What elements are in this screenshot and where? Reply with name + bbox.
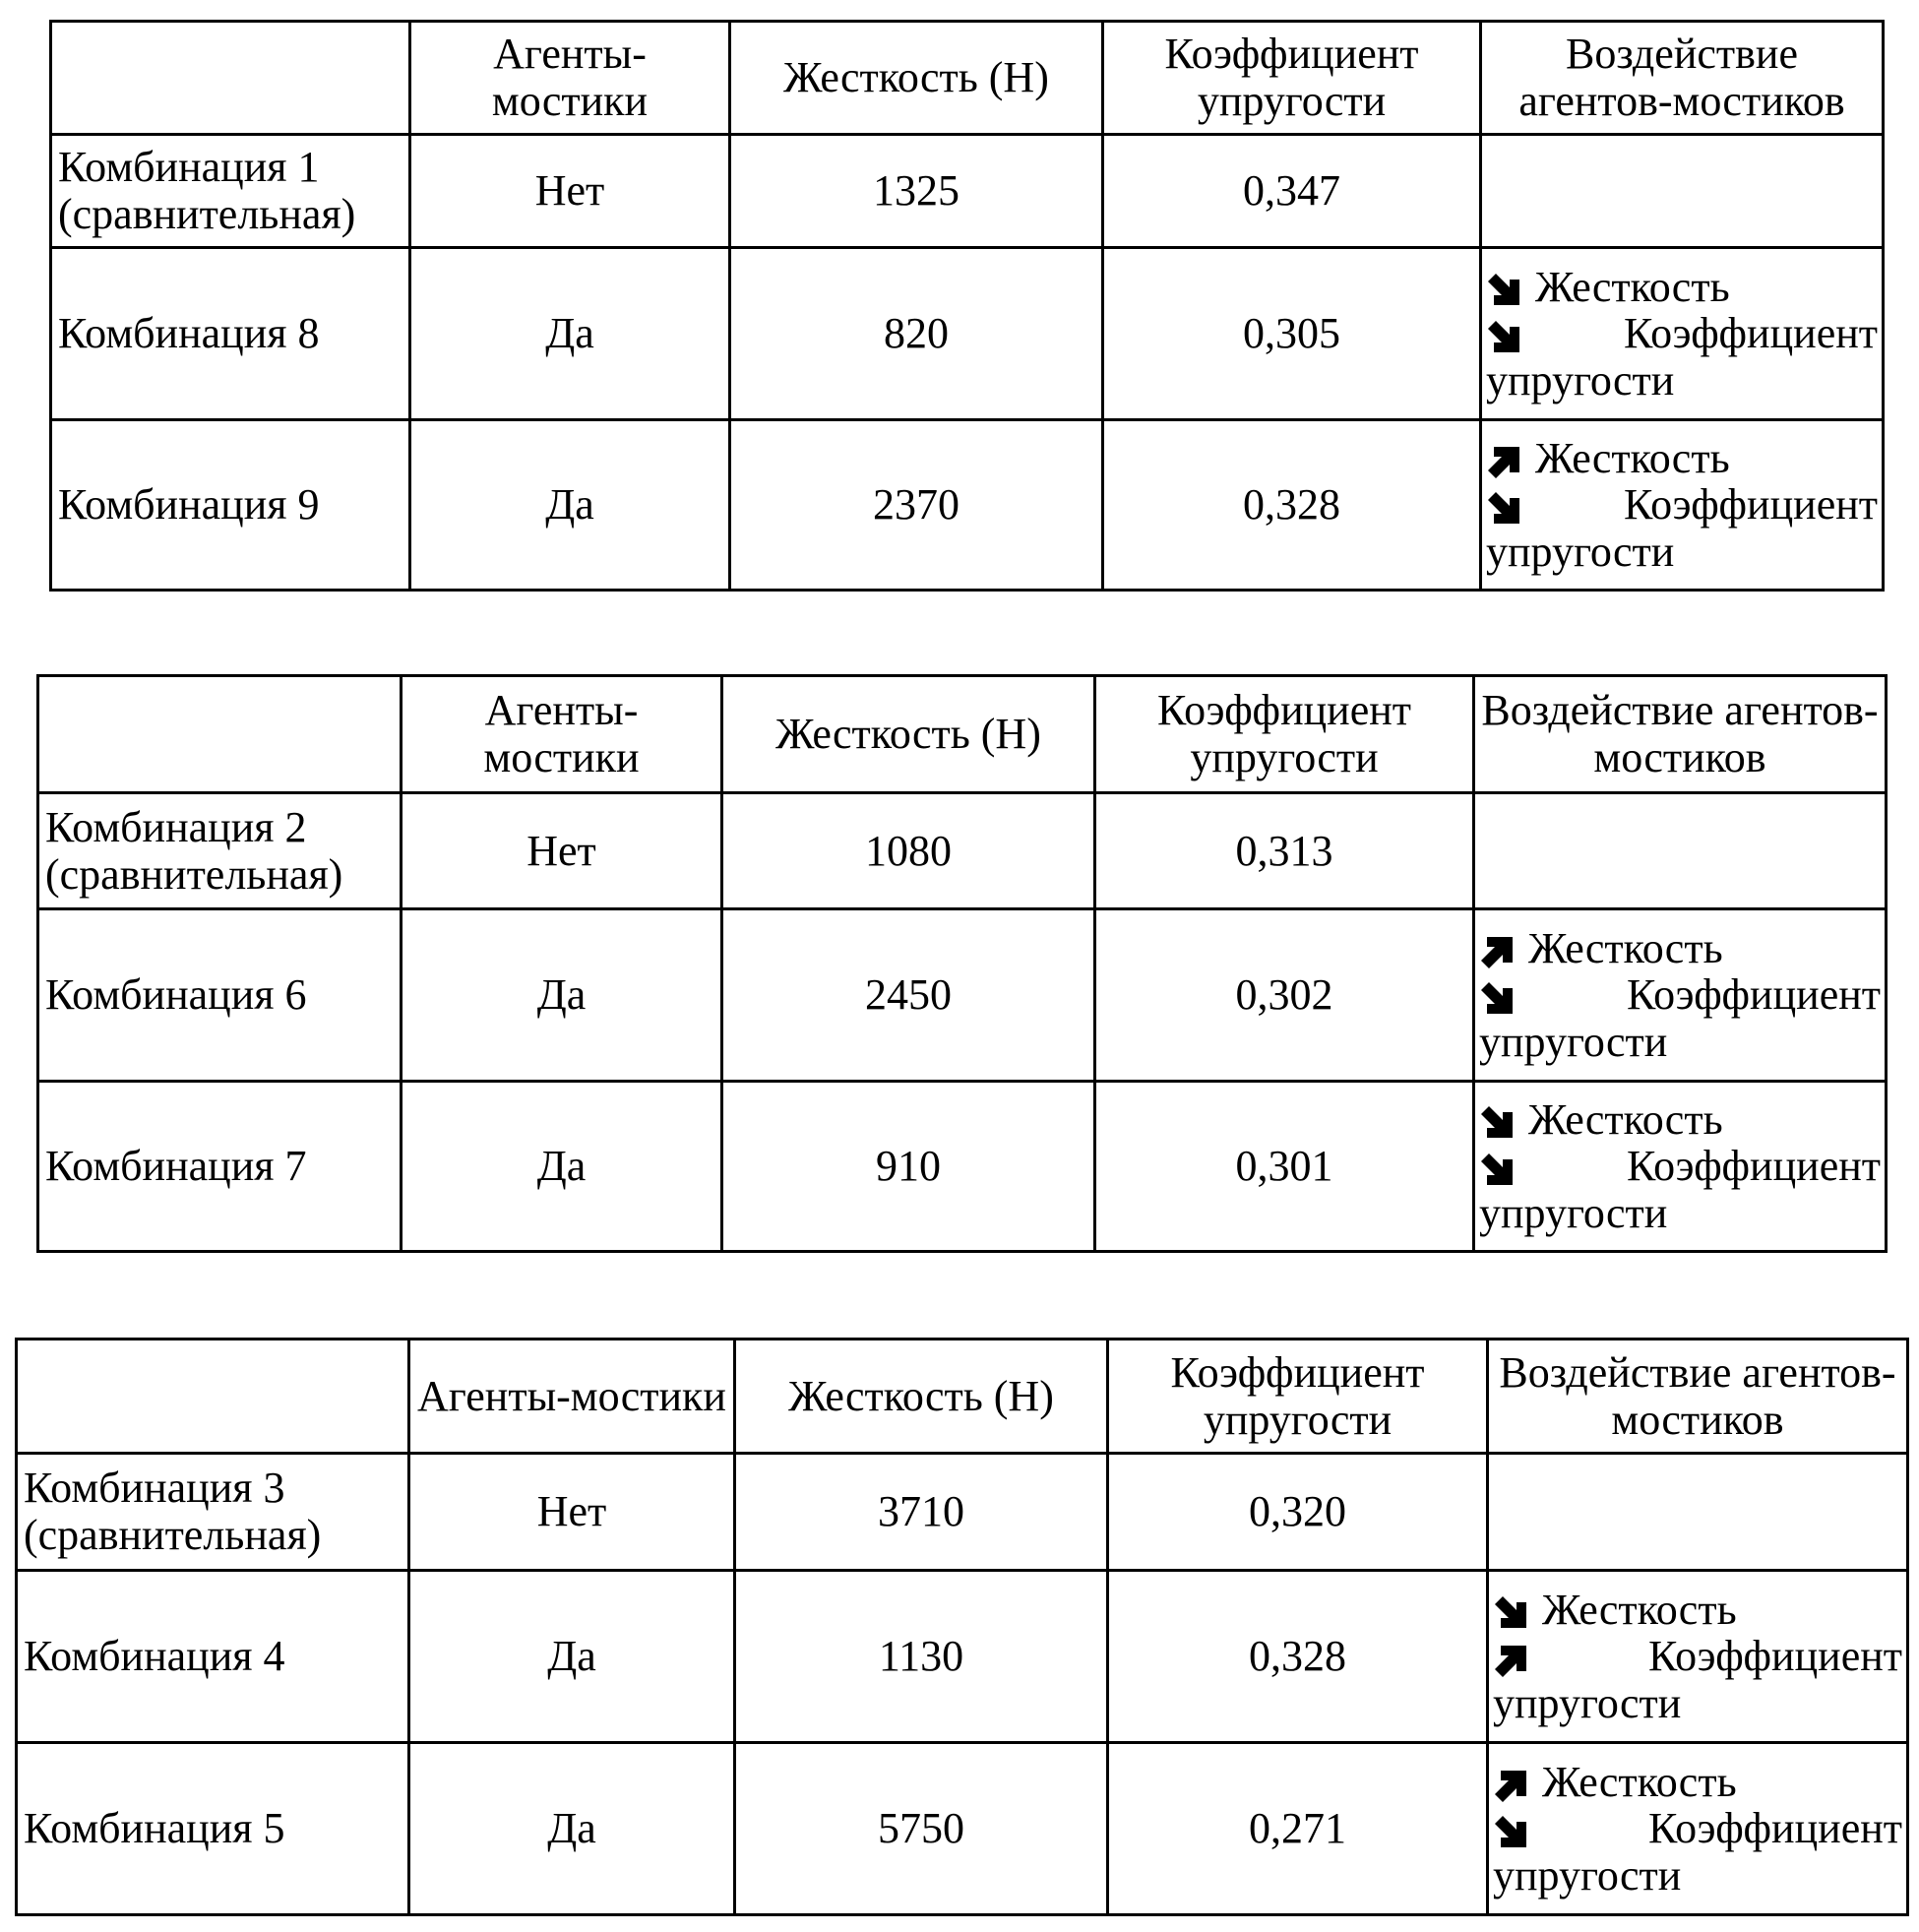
- effect-elasticity-label: Коэффициент: [1627, 971, 1881, 1019]
- effect-elasticity-label-2: упругости: [1486, 357, 1878, 405]
- effect-stiffness-label: Жесткость: [1535, 435, 1730, 482]
- effect-stiffness-label: Жесткость: [1542, 1759, 1737, 1806]
- elasticity-value: 0,347: [1103, 135, 1481, 248]
- combination-name: Комбинация 4: [17, 1571, 409, 1743]
- elasticity-value: 0,305: [1103, 248, 1481, 420]
- effect-cell: [1481, 248, 1884, 420]
- effect-stiffness: [1486, 435, 1878, 482]
- effect-elasticity: [1486, 310, 1878, 357]
- table-row: [17, 1571, 1908, 1743]
- header-stiffness: Жесткость (Н): [735, 1340, 1108, 1454]
- stiffness-value: 910: [722, 1082, 1095, 1252]
- header-effect: Воздействие агентов-мостиков: [1488, 1340, 1908, 1454]
- header-blank: [17, 1340, 409, 1454]
- stiffness-value: 820: [730, 248, 1103, 420]
- effect-cell: [1481, 420, 1884, 591]
- combination-name: Комбинация 3 (сравнительная): [17, 1454, 409, 1571]
- arrow-down-icon: [1493, 1812, 1530, 1845]
- effect-cell: [1488, 1743, 1908, 1915]
- results-table-2: [36, 674, 1888, 1253]
- results-table-1: [49, 20, 1885, 592]
- stiffness-value: 2450: [722, 909, 1095, 1082]
- table-row: [51, 420, 1884, 591]
- stiffness-value: 1080: [722, 793, 1095, 909]
- effect-elasticity-label: Коэффициент: [1624, 481, 1878, 529]
- effect-stiffness: [1479, 925, 1881, 972]
- header-agents: Агенты-мостики: [410, 22, 730, 135]
- effect-elasticity-label-2: упругости: [1486, 529, 1878, 576]
- stiffness-value: 3710: [735, 1454, 1108, 1571]
- header-row: [38, 676, 1887, 793]
- effect-cell: [1474, 1082, 1887, 1252]
- effect-elasticity: [1479, 971, 1881, 1019]
- effect-elasticity-label-2: упругости: [1479, 1190, 1881, 1237]
- effect-stiffness-label: Жесткость: [1535, 264, 1730, 311]
- agents-value: Да: [410, 420, 730, 591]
- arrow-down-icon: [1479, 1102, 1517, 1136]
- elasticity-value: 0,328: [1108, 1571, 1488, 1743]
- effect-elasticity: [1493, 1805, 1902, 1852]
- effect-elasticity: [1479, 1143, 1881, 1190]
- agents-value: Нет: [409, 1454, 735, 1571]
- header-row: [17, 1340, 1908, 1454]
- combination-name: Комбинация 1 (сравнительная): [51, 135, 410, 248]
- effect-elasticity-label: Коэффициент: [1627, 1143, 1881, 1190]
- header-elasticity: Коэффициент упругости: [1108, 1340, 1488, 1454]
- effect-stiffness-label: Жесткость: [1528, 925, 1723, 972]
- effect-elasticity-label: Коэффициент: [1648, 1633, 1902, 1680]
- table-row: [17, 1454, 1908, 1571]
- stiffness-value: 5750: [735, 1743, 1108, 1915]
- header-blank: [38, 676, 402, 793]
- agents-value: Да: [409, 1571, 735, 1743]
- elasticity-value: 0,320: [1108, 1454, 1488, 1571]
- header-stiffness: Жесткость (Н): [730, 22, 1103, 135]
- combination-name: Комбинация 8: [51, 248, 410, 420]
- effect-stiffness-label: Жесткость: [1528, 1096, 1723, 1144]
- header-stiffness: Жесткость (Н): [722, 676, 1095, 793]
- agents-value: Да: [402, 909, 722, 1082]
- agents-value: Нет: [410, 135, 730, 248]
- effect-elasticity-label: Коэффициент: [1624, 310, 1878, 357]
- effect-elasticity: [1493, 1633, 1902, 1680]
- arrow-down-icon: [1493, 1592, 1530, 1626]
- header-elasticity: Коэффициент упругости: [1095, 676, 1474, 793]
- combination-name: Комбинация 2 (сравнительная): [38, 793, 402, 909]
- effect-stiffness: [1479, 1096, 1881, 1144]
- elasticity-value: 0,313: [1095, 793, 1474, 909]
- effect-elasticity-label-2: упругости: [1493, 1680, 1902, 1727]
- effect-cell: [1474, 793, 1887, 909]
- elasticity-value: 0,271: [1108, 1743, 1488, 1915]
- stiffness-value: 1325: [730, 135, 1103, 248]
- effect-elasticity: [1486, 481, 1878, 529]
- effect-stiffness: [1486, 264, 1878, 311]
- arrow-down-icon: [1486, 270, 1523, 303]
- header-row: [51, 22, 1884, 135]
- effect-stiffness: [1493, 1587, 1902, 1634]
- arrow-up-icon: [1493, 1765, 1530, 1798]
- elasticity-value: 0,301: [1095, 1082, 1474, 1252]
- header-agents: Агенты-мостики: [409, 1340, 735, 1454]
- elasticity-value: 0,328: [1103, 420, 1481, 591]
- effect-cell: [1474, 909, 1887, 1082]
- agents-value: Да: [402, 1082, 722, 1252]
- results-table-3: [15, 1338, 1909, 1916]
- effect-stiffness: [1493, 1759, 1902, 1806]
- arrow-up-icon: [1493, 1640, 1530, 1673]
- table-row: [38, 793, 1887, 909]
- arrow-down-icon: [1479, 978, 1517, 1012]
- arrow-up-icon: [1486, 441, 1523, 474]
- combination-name: Комбинация 9: [51, 420, 410, 591]
- combination-name: Комбинация 5: [17, 1743, 409, 1915]
- arrow-down-icon: [1479, 1150, 1517, 1183]
- effect-cell: [1488, 1454, 1908, 1571]
- header-elasticity: Коэффициент упругости: [1103, 22, 1481, 135]
- effect-cell: [1488, 1571, 1908, 1743]
- effect-elasticity-label-2: упругости: [1493, 1852, 1902, 1900]
- arrow-up-icon: [1479, 931, 1517, 965]
- effect-stiffness-label: Жесткость: [1542, 1587, 1737, 1634]
- header-effect: Воздействие агентов-мостиков: [1481, 22, 1884, 135]
- agents-value: Да: [410, 248, 730, 420]
- combination-name: Комбинация 7: [38, 1082, 402, 1252]
- stiffness-value: 1130: [735, 1571, 1108, 1743]
- table-row: [17, 1743, 1908, 1915]
- arrow-down-icon: [1486, 317, 1523, 350]
- header-effect: Воздействие агентов-мостиков: [1474, 676, 1887, 793]
- agents-value: Да: [409, 1743, 735, 1915]
- agents-value: Нет: [402, 793, 722, 909]
- elasticity-value: 0,302: [1095, 909, 1474, 1082]
- arrow-down-icon: [1486, 488, 1523, 522]
- header-blank: [51, 22, 410, 135]
- header-agents: Агенты-мостики: [402, 676, 722, 793]
- effect-elasticity-label-2: упругости: [1479, 1019, 1881, 1066]
- table-row: [51, 248, 1884, 420]
- effect-elasticity-label: Коэффициент: [1648, 1805, 1902, 1852]
- table-row: [51, 135, 1884, 248]
- table-row: [38, 909, 1887, 1082]
- table-row: [38, 1082, 1887, 1252]
- effect-cell: [1481, 135, 1884, 248]
- stiffness-value: 2370: [730, 420, 1103, 591]
- combination-name: Комбинация 6: [38, 909, 402, 1082]
